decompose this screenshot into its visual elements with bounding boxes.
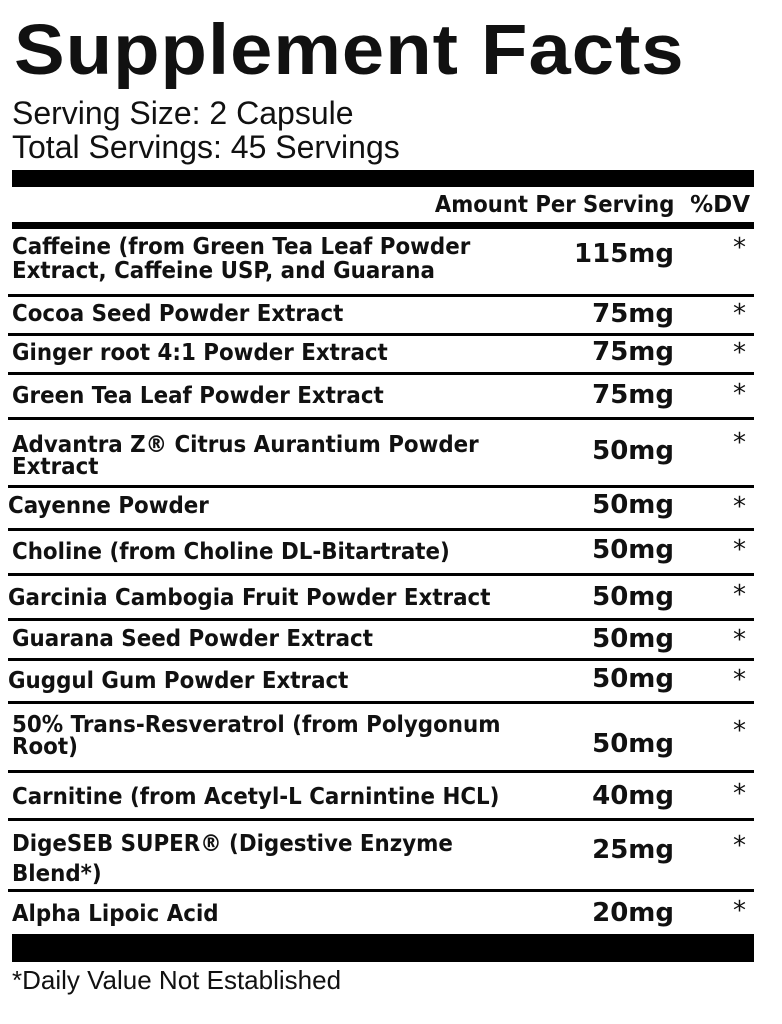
amount-per-serving-header: Amount Per Serving [434, 192, 674, 218]
ingredient-dv: * [733, 716, 746, 746]
ingredient-amount: 50mg [592, 436, 674, 466]
ingredient-name: Guarana Seed Powder Extract [12, 626, 373, 652]
ingredient-row [8, 297, 754, 334]
ingredient-row [8, 375, 754, 418]
ingredient-name: Alpha Lipoic Acid [12, 901, 219, 927]
serving-size: Serving Size: 2 Capsule [12, 95, 354, 131]
ingredient-name: Guggul Gum Powder Extract [8, 668, 349, 694]
ingredient-amount: 50mg [592, 535, 674, 565]
ingredient-name: Carnitine (from Acetyl-L Carnintine HCL) [12, 784, 500, 810]
ingredient-amount: 75mg [592, 380, 674, 410]
ingredient-dv: * [733, 779, 746, 809]
ingredient-row [8, 420, 754, 487]
daily-value-header: %DV [690, 192, 750, 218]
bottom-rule [12, 934, 754, 962]
ingredient-amount: 40mg [592, 781, 674, 811]
ingredient-amount: 50mg [592, 582, 674, 612]
ingredient-row [8, 773, 754, 818]
ingredient-dv: * [733, 580, 746, 610]
ingredient-row [8, 576, 754, 618]
ingredient-dv: * [733, 233, 746, 263]
ingredient-name: Green Tea Leaf Powder Extract [12, 383, 384, 409]
panel-title: Supplement Facts [14, 9, 685, 90]
ingredient-row [8, 531, 754, 573]
ingredient-amount: 50mg [592, 664, 674, 694]
total-servings: Total Servings: 45 Servings [12, 129, 400, 165]
ingredient-row [8, 821, 754, 889]
ingredient-name: Cayenne Powder [8, 493, 209, 519]
ingredient-name: DigeSEB SUPER® (Digestive Enzyme Blend*) [12, 831, 453, 887]
ingredient-name: Garcinia Cambogia Fruit Powder Extract [8, 585, 491, 611]
ingredient-name: Caffeine (from Green Tea Leaf Powder Extract, Caffeine USP, and Guarana [12, 234, 471, 284]
ingredient-dv: * [733, 379, 746, 409]
ingredient-dv: * [733, 625, 746, 655]
ingredient-row [8, 661, 754, 701]
ingredient-dv: * [733, 831, 746, 861]
ingredient-name: Ginger root 4:1 Powder Extract [12, 340, 388, 366]
ingredient-dv: * [733, 299, 746, 329]
ingredient-amount: 20mg [592, 898, 674, 928]
ingredient-amount: 115mg [574, 239, 674, 269]
ingredient-row [8, 488, 754, 528]
ingredient-name: 50% Trans-Resveratrol (from Polygonum Root) [12, 712, 501, 760]
ingredient-amount: 75mg [592, 337, 674, 367]
daily-value-footnote: *Daily Value Not Established [12, 965, 342, 995]
ingredient-row [8, 621, 754, 658]
ingredient-name: Choline (from Choline DL-Bitartrate) [12, 539, 450, 565]
ingredient-dv: * [733, 665, 746, 695]
ingredient-amount: 75mg [592, 299, 674, 329]
ingredient-amount: 50mg [592, 624, 674, 654]
ingredient-dv: * [733, 338, 746, 368]
ingredient-dv: * [733, 428, 746, 458]
ingredient-amount: 50mg [592, 490, 674, 520]
ingredient-row [8, 704, 754, 770]
ingredient-row [8, 229, 754, 295]
ingredient-dv: * [733, 896, 746, 926]
ingredient-row [8, 892, 754, 934]
ingredient-amount: 25mg [592, 835, 674, 865]
ingredient-row [8, 336, 754, 373]
ingredient-dv: * [733, 492, 746, 522]
ingredient-amount: 50mg [592, 729, 674, 759]
ingredient-dv: * [733, 535, 746, 565]
column-header-row [12, 188, 754, 222]
top-rule [12, 170, 754, 187]
ingredient-name: Cocoa Seed Powder Extract [12, 301, 344, 327]
header-rule [12, 222, 754, 229]
ingredient-name: Advantra Z® Citrus Aurantium Powder Extract [12, 432, 479, 480]
